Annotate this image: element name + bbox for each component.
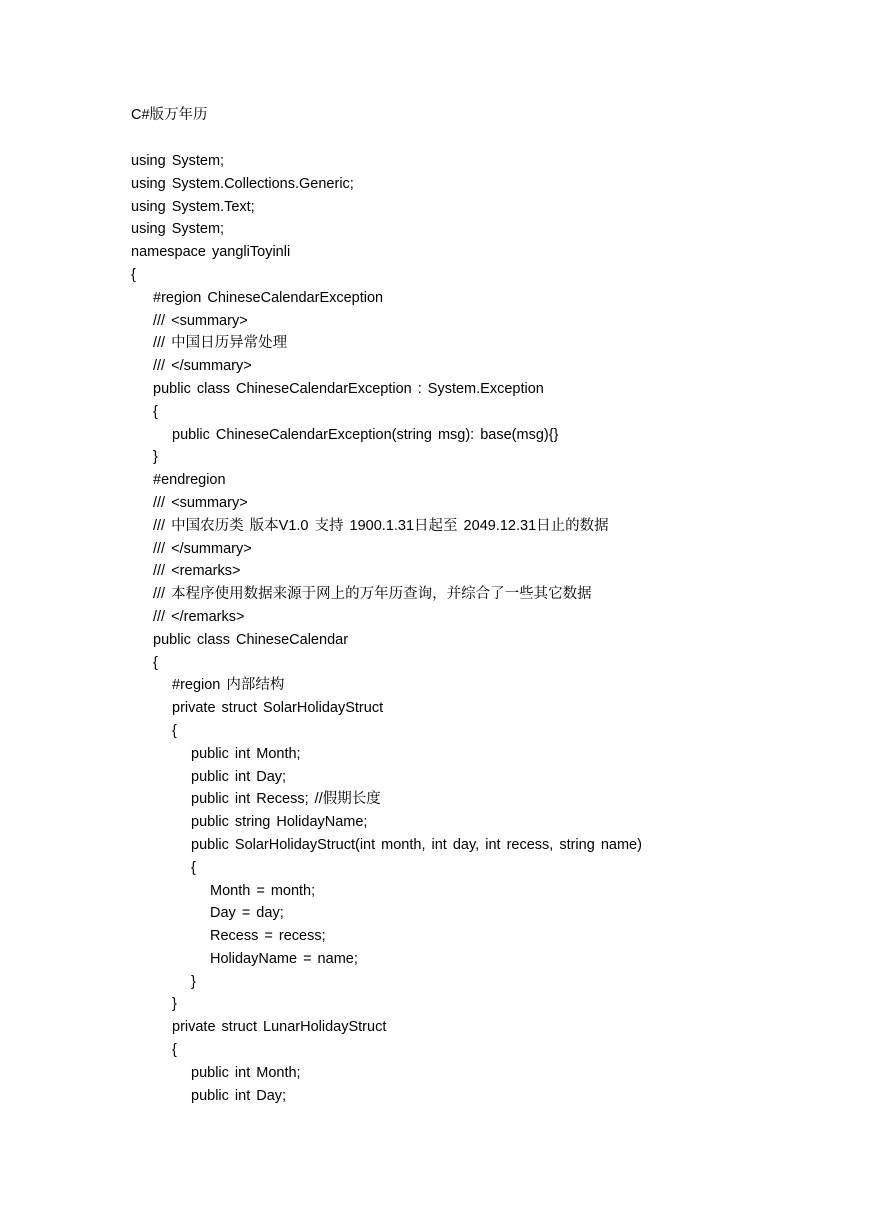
code-line: private struct LunarHolidayStruct (172, 1019, 387, 1036)
document-title: C#版万年历 (131, 107, 208, 123)
code-line: { (172, 722, 177, 739)
code-line: public int Month; (191, 745, 301, 762)
code-line: /// <summary> (153, 494, 248, 511)
code-line: /// </remarks> (153, 608, 245, 625)
code-line: public int Day; (191, 1087, 287, 1104)
code-line: /// 中国农历类 版本V1.0 支持 1900.1.31日起至 2049.12.31日止的数据 (153, 517, 609, 534)
code-line: /// 中国日历异常处理 (153, 335, 288, 352)
code-line: public SolarHolidayStruct(int month, int day, int recess, string name) (191, 836, 642, 853)
code-line: #endregion (153, 472, 226, 489)
code-line: /// </summary> (153, 540, 252, 557)
code-line: /// </summary> (153, 358, 252, 375)
code-line: /// <remarks> (153, 563, 241, 580)
code-line: public ChineseCalendarException(string msg): base(msg){} (172, 426, 559, 443)
code-line: /// <summary> (153, 312, 248, 329)
code-line: { (131, 266, 136, 283)
code-line: namespace yangliToyinli (131, 244, 291, 261)
code-line: HolidayName = name; (210, 950, 358, 967)
code-line: public int Month; (191, 1064, 301, 1081)
code-line: public class ChineseCalendarException : System.Exception (153, 380, 544, 397)
code-line: using System.Text; (131, 198, 255, 215)
code-line: #region 内部结构 (172, 677, 285, 694)
code-line: using System.Collections.Generic; (131, 175, 354, 192)
code-line: { (153, 403, 158, 420)
code-line: public string HolidayName; (191, 814, 368, 831)
code-line: { (191, 859, 196, 876)
code-line: { (153, 654, 158, 671)
code-block (131, 150, 831, 1107)
code-line: using System; (131, 153, 225, 169)
code-line: } (153, 449, 158, 466)
code-line: #region ChineseCalendarException (153, 289, 384, 306)
code-line: } (172, 996, 177, 1013)
code-line: using System; (131, 221, 225, 238)
code-line: /// 本程序使用数据来源于网上的万年历查询，并综合了一些其它数据 (153, 586, 592, 603)
code-line: Month = month; (210, 882, 316, 899)
code-line: private struct SolarHolidayStruct (172, 700, 384, 717)
code-line: public int Day; (191, 768, 287, 785)
code-line: public class ChineseCalendar (153, 631, 349, 648)
code-line: public int Recess; //假期长度 (191, 791, 381, 808)
code-line: Recess = recess; (210, 928, 326, 945)
code-line: Day = day; (210, 905, 284, 922)
code-line: { (172, 1042, 177, 1059)
code-line: } (191, 973, 196, 990)
